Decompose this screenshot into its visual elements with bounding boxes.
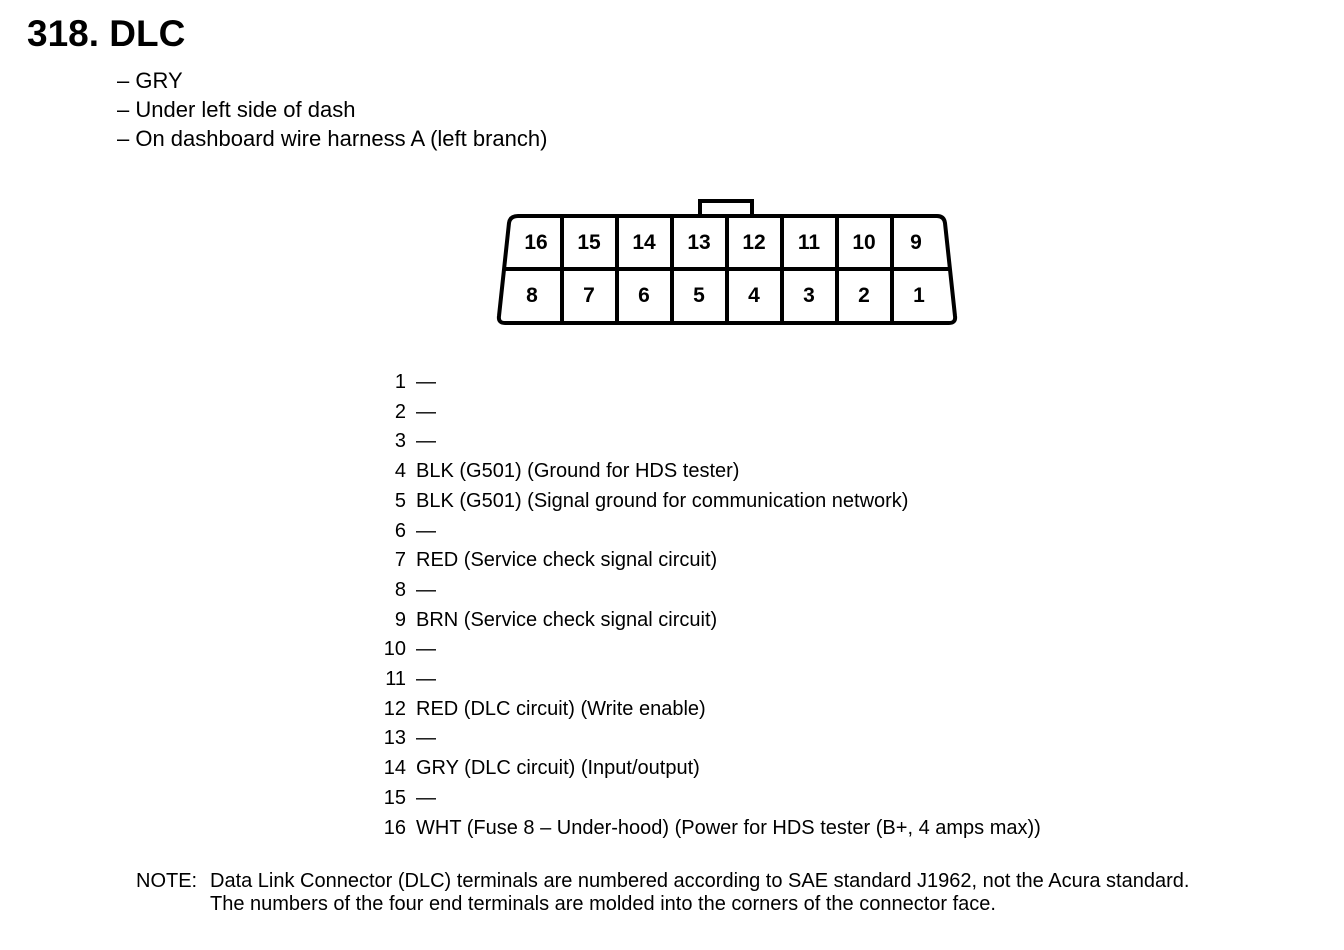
pin-row bbox=[372, 546, 1041, 576]
pin-row bbox=[372, 754, 1041, 784]
note-label: NOTE: bbox=[136, 870, 198, 892]
pin-number: 3 bbox=[394, 430, 406, 453]
pin-label-4: 4 bbox=[748, 284, 760, 307]
pin-label-7: 7 bbox=[583, 284, 595, 307]
pin-description: GRY (DLC circuit) (Input/output) bbox=[416, 757, 700, 780]
pin-description: — bbox=[416, 400, 436, 423]
pin-description: WHT (Fuse 8 – Under-hood) (Power for HDS tester (B+, 4 amps max)) bbox=[416, 816, 1041, 839]
pin-label-8: 8 bbox=[526, 284, 538, 307]
connector-key-tab bbox=[700, 201, 752, 216]
note-line: Data Link Connector (DLC) terminals are numbered according to SAE standard J1962, not the Acura standard. bbox=[210, 870, 1190, 892]
pin-row bbox=[372, 606, 1041, 636]
pin-number: 15 bbox=[383, 786, 406, 809]
note-block bbox=[136, 870, 1189, 916]
pin-label-13: 13 bbox=[687, 231, 711, 254]
pin-label-10: 10 bbox=[852, 231, 876, 254]
pin-number: 16 bbox=[383, 816, 406, 839]
pin-label-16: 16 bbox=[524, 231, 548, 254]
pin-label-5: 5 bbox=[693, 284, 705, 307]
pin-row bbox=[372, 517, 1041, 547]
pin-number: 7 bbox=[394, 549, 406, 572]
pin-row bbox=[372, 457, 1041, 487]
pin-number: 8 bbox=[394, 578, 406, 601]
pin-label-1: 1 bbox=[913, 284, 925, 307]
pin-row bbox=[372, 814, 1041, 844]
pin-number: 6 bbox=[394, 519, 406, 542]
pin-description: — bbox=[416, 371, 436, 393]
pin-label-12: 12 bbox=[742, 231, 766, 254]
pin-row bbox=[372, 665, 1041, 695]
pin-description: RED (Service check signal circuit) bbox=[416, 549, 718, 572]
pin-label-14: 14 bbox=[632, 231, 656, 254]
pin-description: — bbox=[416, 786, 436, 809]
pin-number: 11 bbox=[385, 668, 406, 691]
pin-row bbox=[372, 784, 1041, 814]
pin-row bbox=[372, 635, 1041, 665]
note-text bbox=[210, 870, 1189, 916]
pin-row bbox=[372, 576, 1041, 606]
pin-row bbox=[372, 724, 1041, 754]
pin-description: — bbox=[416, 727, 436, 750]
pin-row bbox=[372, 695, 1041, 725]
pin-label-15: 15 bbox=[577, 231, 601, 254]
pin-number: 12 bbox=[383, 697, 406, 720]
pin-label-9: 9 bbox=[910, 231, 922, 254]
pin-description: — bbox=[416, 519, 436, 542]
pin-label-2: 2 bbox=[858, 284, 870, 307]
pin-number: 14 bbox=[383, 757, 406, 780]
pin-description: BLK (G501) (Signal ground for communication network) bbox=[416, 489, 909, 512]
pin-number: 1 bbox=[394, 371, 406, 393]
pin-number: 5 bbox=[394, 489, 406, 512]
pin-description: BRN (Service check signal circuit) bbox=[416, 608, 718, 631]
detail-harness: – On dashboard wire harness A (left branch) bbox=[117, 126, 548, 151]
note-line: The numbers of the four end terminals are molded into the corners of the connector face. bbox=[210, 893, 996, 915]
pin-description: — bbox=[416, 638, 436, 661]
pin-number: 2 bbox=[394, 400, 406, 423]
pin-list bbox=[372, 368, 1041, 843]
pin-label-11: 11 bbox=[797, 231, 821, 254]
page-title: 318. DLC bbox=[27, 13, 186, 54]
pin-label-3: 3 bbox=[803, 284, 815, 307]
pin-number: 4 bbox=[394, 460, 406, 483]
detail-color: – GRY bbox=[117, 68, 183, 93]
pin-number: 10 bbox=[383, 638, 406, 661]
pin-description: RED (DLC circuit) (Write enable) bbox=[416, 697, 706, 720]
pin-number: 13 bbox=[383, 727, 406, 750]
connector-details bbox=[117, 66, 547, 153]
pin-row bbox=[372, 368, 1041, 398]
pin-row bbox=[372, 398, 1041, 428]
dlc-connector-diagram bbox=[490, 192, 960, 337]
pin-description: — bbox=[416, 578, 436, 601]
pin-row bbox=[372, 487, 1041, 517]
pin-description: — bbox=[416, 668, 436, 691]
pin-description: — bbox=[416, 430, 436, 453]
pin-description: BLK (G501) (Ground for HDS tester) bbox=[416, 460, 740, 483]
pin-label-6: 6 bbox=[638, 284, 650, 307]
pin-row bbox=[372, 427, 1041, 457]
detail-location: – Under left side of dash bbox=[117, 97, 356, 122]
pin-number: 9 bbox=[394, 608, 406, 631]
